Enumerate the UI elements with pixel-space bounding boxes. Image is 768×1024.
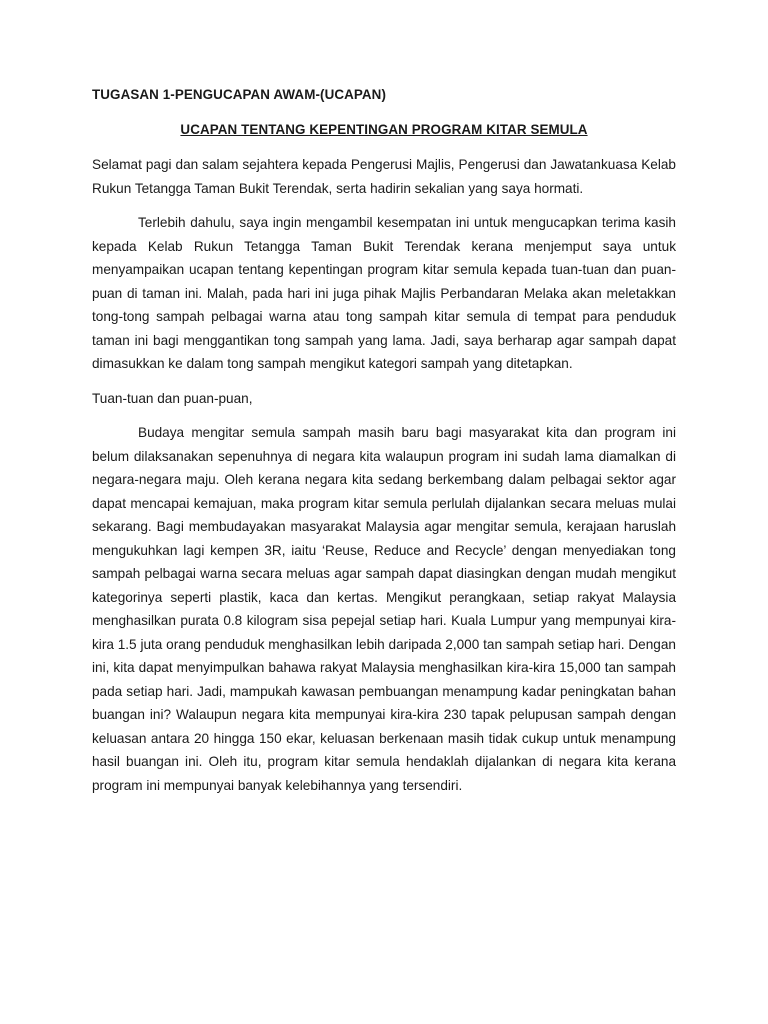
paragraph-introduction: Terlebih dahulu, saya ingin mengambil kesempatan ini untuk mengucapkan terima kasih kepada Kelab Rukun Tetangga Taman Bukit Terendak kerana menjemput saya untuk menyampaikan ucapan tentang kepentingan program kitar semula kepada tuan-tuan dan puan-puan di taman ini. Malah, pada hari ini juga pihak Majlis Perbandaran Melaka akan meletakkan tong-tong sampah pelbagai warna atau tong sampah kitar semula di tempat para penduduk taman ini bagi menggantikan tong sampah yang lama. Jadi, saya berharap agar sampah dapat dimasukkan ke dalam tong sampah mengikut kategori sampah yang ditetapkan. bbox=[92, 215, 676, 371]
assignment-heading: TUGASAN 1-PENGUCAPAN AWAM-(UCAPAN) bbox=[92, 87, 387, 102]
paragraph-greeting: Selamat pagi dan salam sejahtera kepada Pengerusi Majlis, Pengerusi dan Jawatankuasa Kelab Rukun Tetangga Taman Bukit Terendak, serta hadirin sekalian yang saya hormati. bbox=[92, 157, 676, 196]
paragraph-main-content: Budaya mengitar semula sampah masih baru bagi masyarakat kita dan program ini belum dilaksanakan sepenuhnya di negara kita walaupun program ini sudah lama diamalkan di negara-negara maju. Oleh kerana negara kita sedang berkembang dalam pelbagai sektor agar dapat mencapai kemajuan, maka program kitar semula perlulah dijalankan secara meluas mulai sekarang. Bagi membudayakan masyarakat Malaysia agar mengitar semula, kerajaan haruslah mengukuhkan lagi kempen 3R, iaitu ‘Reuse, Reduce and Recycle’ dengan menyediakan tong sampah pelbagai warna secara meluas agar sampah dapat diasingkan dengan mudah mengikut kategorinya seperti plastik, kaca dan kertas. Mengikut perangkaan, setiap rakyat Malaysia menghasilkan purata 0.8 kilogram sisa pepejal setiap hari. Kuala Lumpur yang mempunyai kira-kira 1.5 juta orang penduduk menghasilkan lebih daripada 2,000 tan sampah setiap hari. Dengan ini, kita dapat menyimpulkan bahawa rakyat Malaysia menghasilkan kira-kira 15,000 tan sampah pada setiap hari. Jadi, mampukah kawasan pembuangan menampung kadar peningkatan bahan buangan ini? Walaupun negara kita mempunyai kira-kira 230 tapak pelupusan sampah dengan keluasan antara 20 hingga 150 ekar, keluasan berkenaan masih tidak cukup untuk menampung hasil buangan ini. Oleh itu, program kitar semula hendaklah dijalankan di negara kita kerana program ini mempunyai banyak kelebihannya yang tersendiri. bbox=[92, 425, 676, 793]
speech-title: UCAPAN TENTANG KEPENTINGAN PROGRAM KITAR SEMULA bbox=[180, 122, 588, 137]
paragraph-address: Tuan-tuan dan puan-puan, bbox=[92, 390, 253, 406]
speech-body bbox=[92, 153, 676, 808]
